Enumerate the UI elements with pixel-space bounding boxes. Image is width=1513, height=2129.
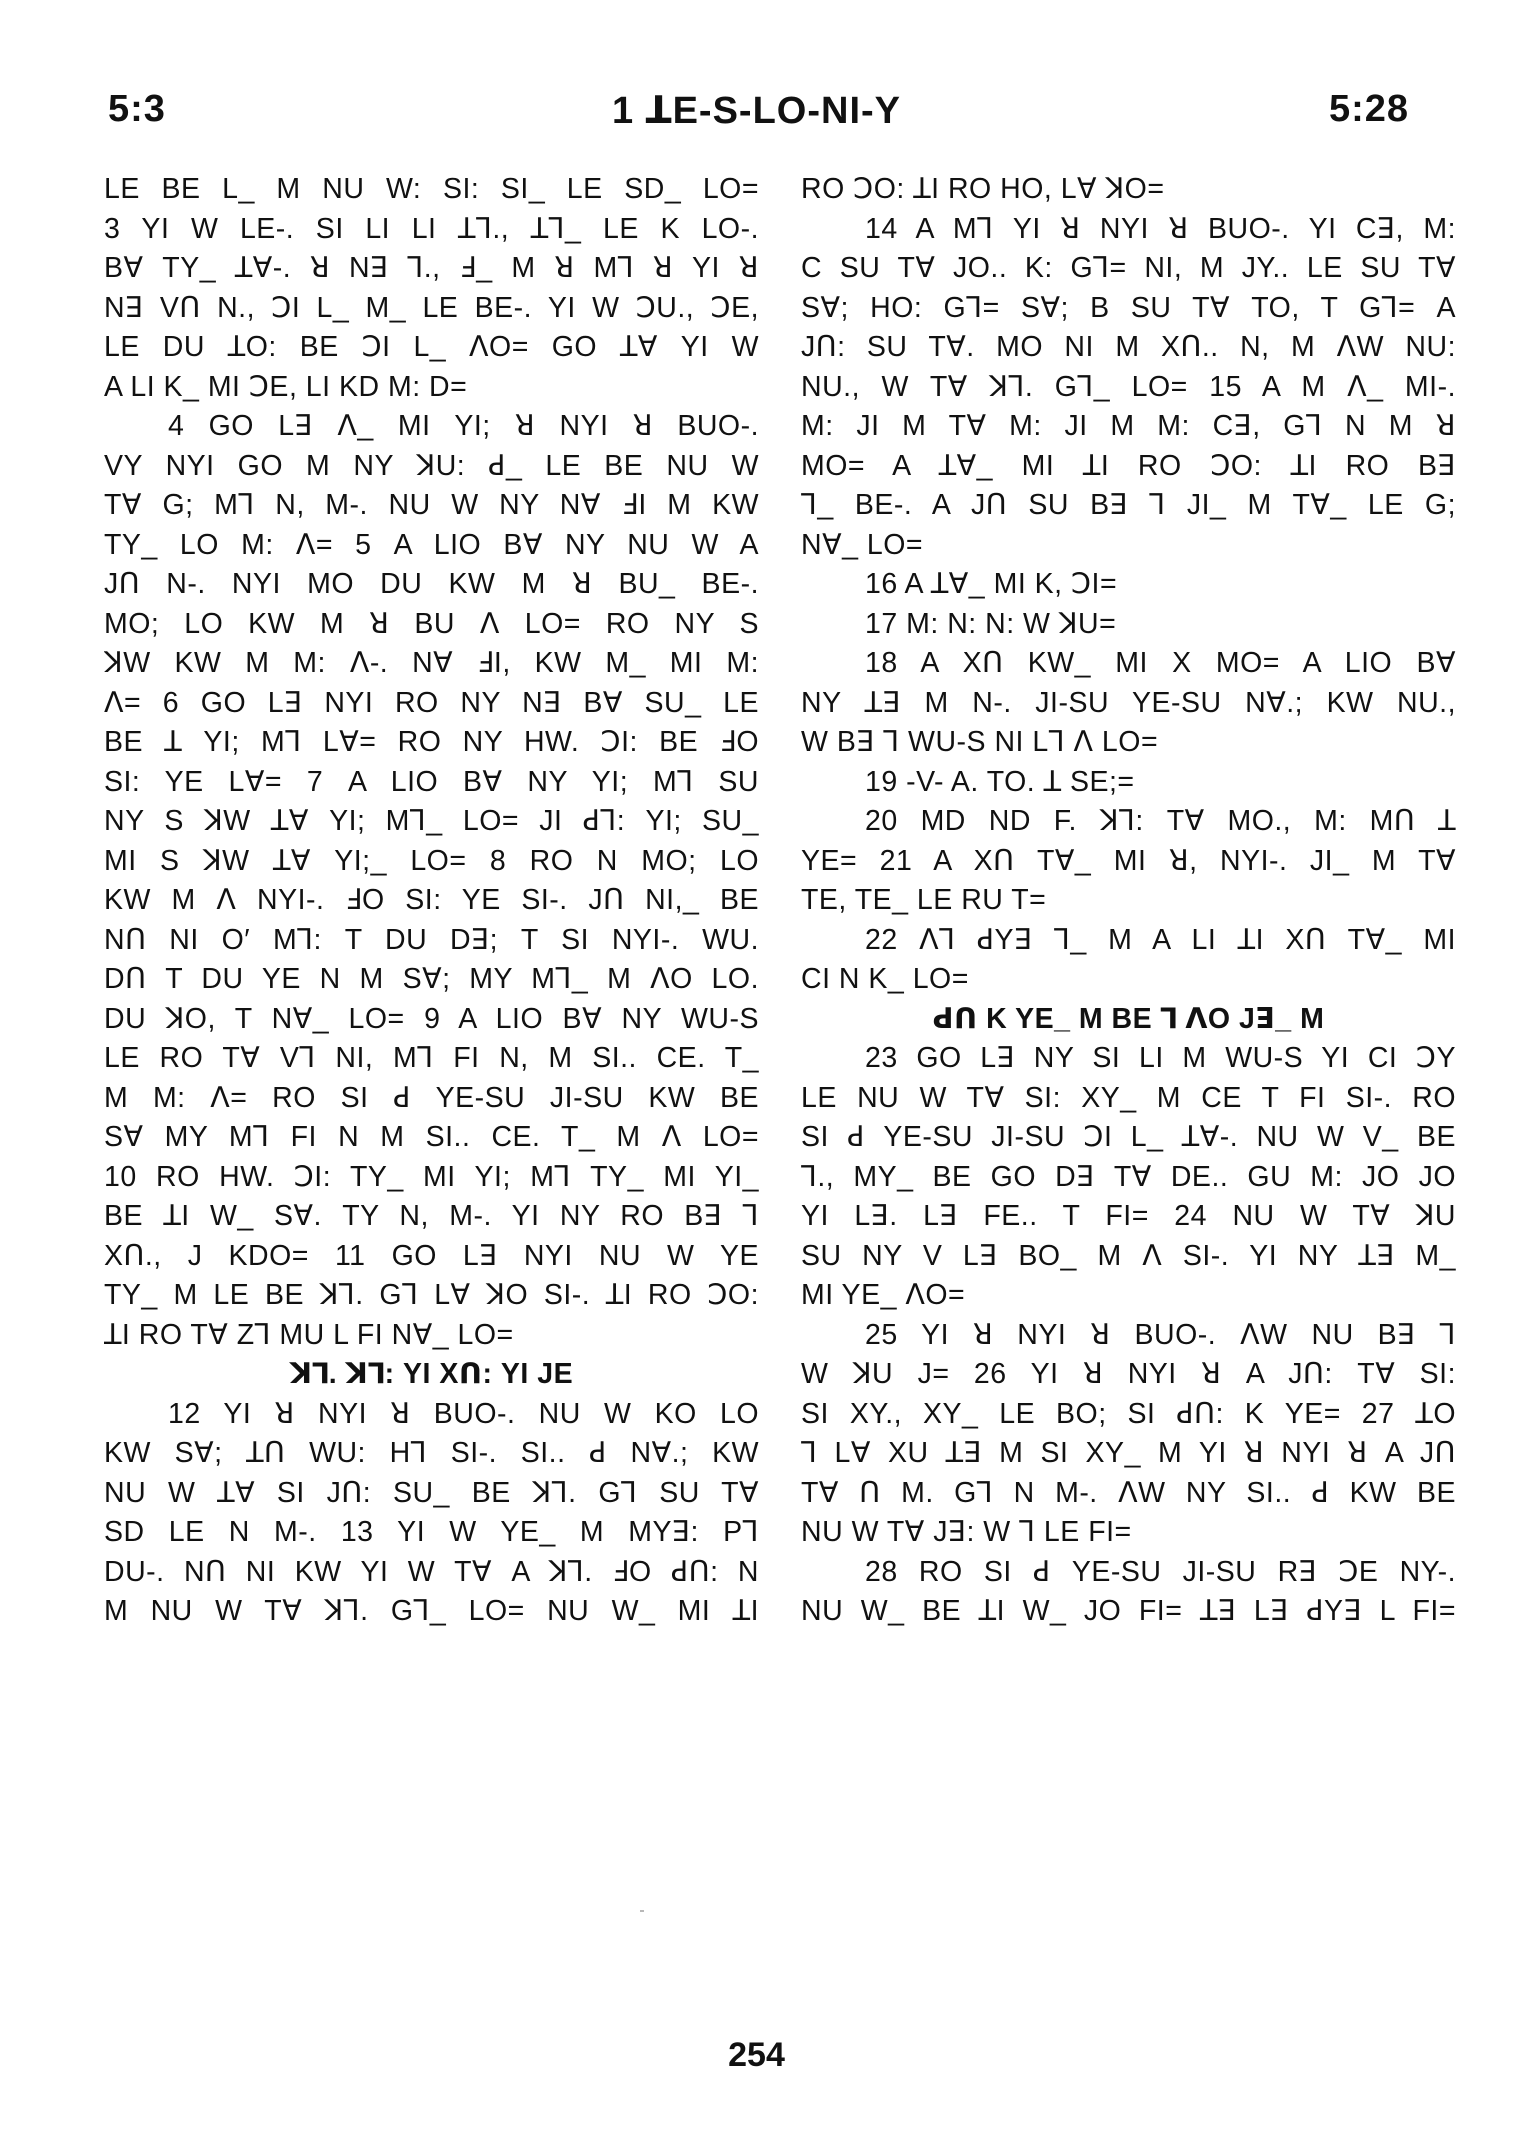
- text-line: 14 A Mꓶ YI ꓤ NYI ꓤ BUO-. YI Cꓱ, M:: [865, 212, 1456, 245]
- book-title: 1 ꓕE-S-LO-NI-Y: [611, 90, 902, 132]
- section-heading-left: ꓘꓶ. ꓘꓶ: YI Xꓵ: YI JE: [289, 1358, 574, 1390]
- chapter-verse-start: 5:3: [108, 88, 166, 130]
- text-line: ꓶ., MY_ BE GO Dꓱ Tꓯ DE.. GU M: JO JO: [801, 1160, 1456, 1193]
- text-line: BE ꓕ YI; Mꓶ Lꓯ= RO NY HW. ꓛI: BE ꓞO: [104, 726, 759, 758]
- text-line: M: JI M Tꓯ M: JI M M: Cꓱ, Gꓶ N M ꓤ: [801, 410, 1456, 442]
- text-line: ꓶ Lꓯ XU ꓕꓱ M SI XY_ M YI ꓤ NYI ꓤ A Jꓵ: [801, 1437, 1456, 1469]
- text-line: 16 A ꓕꓯ_ MI K, ꓛI=: [865, 568, 1118, 600]
- text-line: 20 MD ND F. ꓘꓶ: Tꓯ MO., M: Mꓵ ꓕ: [865, 805, 1456, 837]
- text-line: 17 M: N: N: W ꓘU=: [865, 607, 1117, 640]
- text-line: LE BE L_ M NU W: SI: SI_ LE SD_ LO=: [104, 173, 759, 205]
- text-line: Sꓯ; HO: Gꓶ= Sꓯ; B SU Tꓯ TO, T Gꓶ= A: [801, 291, 1456, 324]
- text-line: RO ꓛO: ꓕI RO HO, Lꓯ ꓘO=: [801, 173, 1165, 205]
- text-line: TY_ M LE BE ꓘꓶ. Gꓶ Lꓯ ꓘO SI-. ꓕI RO ꓛO:: [104, 1279, 759, 1311]
- text-line: LE NU W Tꓯ SI: XY_ M CE T FI SI-. RO: [801, 1081, 1456, 1114]
- text-line: Xꓵ., J KDO= 11 GO Lꓱ NYI NU W YE: [104, 1239, 759, 1272]
- text-line: 28 RO SI ꓒ YE-SU JI-SU Rꓱ ꓛE NY-.: [865, 1555, 1456, 1588]
- text-line: 23 GO Lꓱ NY SI LI M WU-S YI CI ꓛY: [865, 1042, 1456, 1074]
- text-line: 10 RO HW. ꓛI: TY_ MI YI; Mꓶ TY_ MI YI_: [104, 1160, 759, 1193]
- text-line: DU ꓘO, T Nꓯ_ LO= 9 A LIO Bꓯ NY WU-S: [104, 1002, 759, 1035]
- text-line: BE ꓕI W_ Sꓯ. TY N, M-. YI NY RO Bꓱ ꓶ: [104, 1200, 759, 1232]
- text-line: LE DU ꓕO: BE ꓛI L_ ꓥO= GO ꓕꓯ YI W: [104, 331, 759, 363]
- text-line: SI: YE Lꓯ= 7 A LIO Bꓯ NY YI; Mꓶ SU: [104, 765, 759, 798]
- text-line: C SU Tꓯ JO.. K: Gꓶ= NI, M JY.. LE SU Tꓯ: [801, 252, 1456, 284]
- text-line: Nꓱ Vꓵ N., ꓛI L_ M_ LE BE-. YI W ꓛU., ꓛE,: [104, 291, 759, 324]
- text-line: CI N K_ LO=: [801, 963, 969, 995]
- text-line: 3 YI W LE-. SI LI LI ꓕꓶ., ꓕꓶ_ LE K LO-.: [104, 212, 759, 245]
- scan-speck: [640, 1910, 644, 1912]
- text-line: TE, TE_ LE RU T=: [801, 884, 1047, 916]
- page-number: 254: [728, 2036, 785, 2074]
- text-line: 25 YI ꓤ NYI ꓤ BUO-. ꓥW NU Bꓱ ꓶ: [865, 1318, 1456, 1351]
- section-heading-right: ꓒꓵ K YE_ M BE ꓶ ꓥO Jꓱ_ M: [932, 1002, 1325, 1035]
- text-line: Bꓯ TY_ ꓕꓯ-. ꓤ Nꓱ ꓶ., ꓞ_ M ꓤ Mꓶ ꓤ YI ꓤ: [104, 252, 759, 284]
- text-line: VY NYI GO M NY ꓘU: ꓒ_ LE BE NU W: [104, 449, 759, 482]
- text-line: Sꓯ MY Mꓶ FI N M SI.. CE. T_ M ꓥ LO=: [104, 1121, 759, 1153]
- text-line: NY ꓕꓱ M N-. JI-SU YE-SU Nꓯ.; KW NU.,: [801, 686, 1456, 719]
- text-line: Dꓵ T DU YE N M Sꓯ; MY Mꓶ_ M ꓥO LO.: [104, 963, 759, 995]
- text-line: SI ꓒ YE-SU JI-SU ꓛI L_ ꓕꓯ-. NU W V_ BE: [801, 1121, 1456, 1153]
- text-line: ꓶ_ BE-. A Jꓵ SU Bꓱ ꓶ JI_ M Tꓯ_ LE G;: [801, 489, 1456, 521]
- text-line: Nꓯ_ LO=: [801, 528, 924, 561]
- text-line: Jꓵ: SU Tꓯ. MO NI M Xꓵ.. N, M ꓥW NU:: [801, 331, 1456, 363]
- text-line: Tꓯ ꓵ M. Gꓶ N M-. ꓥW NY SI.. ꓒ KW BE: [801, 1476, 1456, 1509]
- text-line: ꓘW KW M M: ꓥ-. Nꓯ ꓞI, KW M_ MI M:: [104, 647, 759, 679]
- text-line: M M: ꓥ= RO SI ꓒ YE-SU JI-SU KW BE: [104, 1081, 759, 1114]
- left-column: [104, 170, 759, 1632]
- chapter-verse-end: 5:28: [1328, 88, 1409, 130]
- text-line: Tꓯ G; Mꓶ N, M-. NU W NY Nꓯ ꓞI M KW: [104, 489, 759, 521]
- text-line: KW Sꓯ; ꓕꓵ WU: Hꓶ SI-. SI.. ꓒ Nꓯ.; KW: [104, 1437, 759, 1469]
- text-line: 19 -V- A. TO. ꓕ SE;=: [865, 765, 1135, 798]
- page-header: [0, 88, 1513, 148]
- text-line: YI Lꓱ. Lꓱ FE.. T FI= 24 NU W Tꓯ ꓘU: [801, 1200, 1456, 1232]
- text-line: LE RO Tꓯ Vꓶ NI, Mꓶ FI N, M SI.. CE. T_: [104, 1042, 759, 1074]
- text-line: MI YE_ ꓥO=: [801, 1279, 966, 1311]
- text-line: M NU W Tꓯ ꓘꓶ. Gꓶ_ LO= NU W_ MI ꓕI: [104, 1595, 759, 1627]
- text-line: ꓥ= 6 GO Lꓱ NYI RO NY Nꓱ Bꓯ SU_ LE: [104, 686, 759, 719]
- text-line: KW M ꓥ NYI-. ꓞO SI: YE SI-. Jꓵ NI,_ BE: [104, 884, 759, 916]
- text-line: 22 ꓥꓶ ꓒYꓱ ꓶ_ M A LI ꓕI Xꓵ Tꓯ_ MI: [865, 923, 1456, 956]
- text-line: SU NY V Lꓱ BO_ M ꓥ SI-. YI NY ꓕꓱ M_: [801, 1239, 1456, 1272]
- text-line: Nꓵ NI O′ Mꓶ: T DU Dꓱ; T SI NYI-. WU.: [104, 923, 759, 956]
- text-line: YE= 21 A Xꓵ Tꓯ_ MI ꓤ, NYI-. JI_ M Tꓯ: [801, 844, 1456, 877]
- text-line: NU W ꓕꓯ SI Jꓵ: SU_ BE ꓘꓶ. Gꓶ SU Tꓯ: [104, 1476, 759, 1509]
- text-line: Jꓵ N-. NYI MO DU KW M ꓤ BU_ BE-.: [104, 568, 759, 600]
- text-line: W Bꓱ ꓶ WU-S NI Lꓶ ꓥ LO=: [801, 726, 1159, 758]
- text-line: NY S ꓘW ꓕꓯ YI; Mꓶ_ LO= JI ꓒꓶ: YI; SU_: [104, 805, 759, 837]
- text-line: 4 GO Lꓱ ꓥ_ MI YI; ꓤ NYI ꓤ BUO-.: [168, 410, 759, 442]
- text-line: A LI K_ MI ꓛE, LI KD M: D=: [104, 370, 468, 403]
- text-line: MI S ꓘW ꓕꓯ YI;_ LO= 8 RO N MO; LO: [104, 844, 759, 877]
- text-line: 12 YI ꓤ NYI ꓤ BUO-. NU W KO LO: [168, 1397, 759, 1430]
- text-line: 18 A Xꓵ KW_ MI X MO= A LIO Bꓯ: [865, 647, 1456, 679]
- text-line: NU W Tꓯ Jꓱ: W ꓶ LE FI=: [801, 1516, 1132, 1548]
- text-line: NU W_ BE ꓕI W_ JO FI= ꓕꓱ Lꓱ ꓒYꓱ L FI=: [801, 1595, 1456, 1627]
- text-line: DU-. Nꓵ NI KW YI W Tꓯ A ꓘꓶ. ꓞO ꓒꓵ: N: [104, 1555, 759, 1588]
- text-line: MO= A ꓕꓯ_ MI ꓕI RO ꓛO: ꓕI RO Bꓱ: [801, 449, 1456, 482]
- text-line: TY_ LO M: ꓥ= 5 A LIO Bꓯ NY NU W A: [104, 528, 759, 561]
- right-column: [801, 170, 1456, 1632]
- text-line: ꓕI RO Tꓯ Zꓶ MU L FI Nꓯ_ LO=: [104, 1318, 514, 1351]
- text-line: MO; LO KW M ꓤ BU ꓥ LO= RO NY S: [104, 607, 759, 640]
- text-line: NU., W Tꓯ ꓘꓶ. Gꓶ_ LO= 15 A M ꓥ_ MI-.: [801, 370, 1456, 403]
- text-line: SI XY., XY_ LE BO; SI ꓒꓵ: K YE= 27 ꓕO: [801, 1397, 1456, 1430]
- text-line: W ꓘU J= 26 YI ꓤ NYI ꓤ A Jꓵ: Tꓯ SI:: [801, 1358, 1456, 1390]
- text-line: SD LE N M-. 13 YI W YE_ M MYꓱ: Pꓶ: [104, 1516, 759, 1548]
